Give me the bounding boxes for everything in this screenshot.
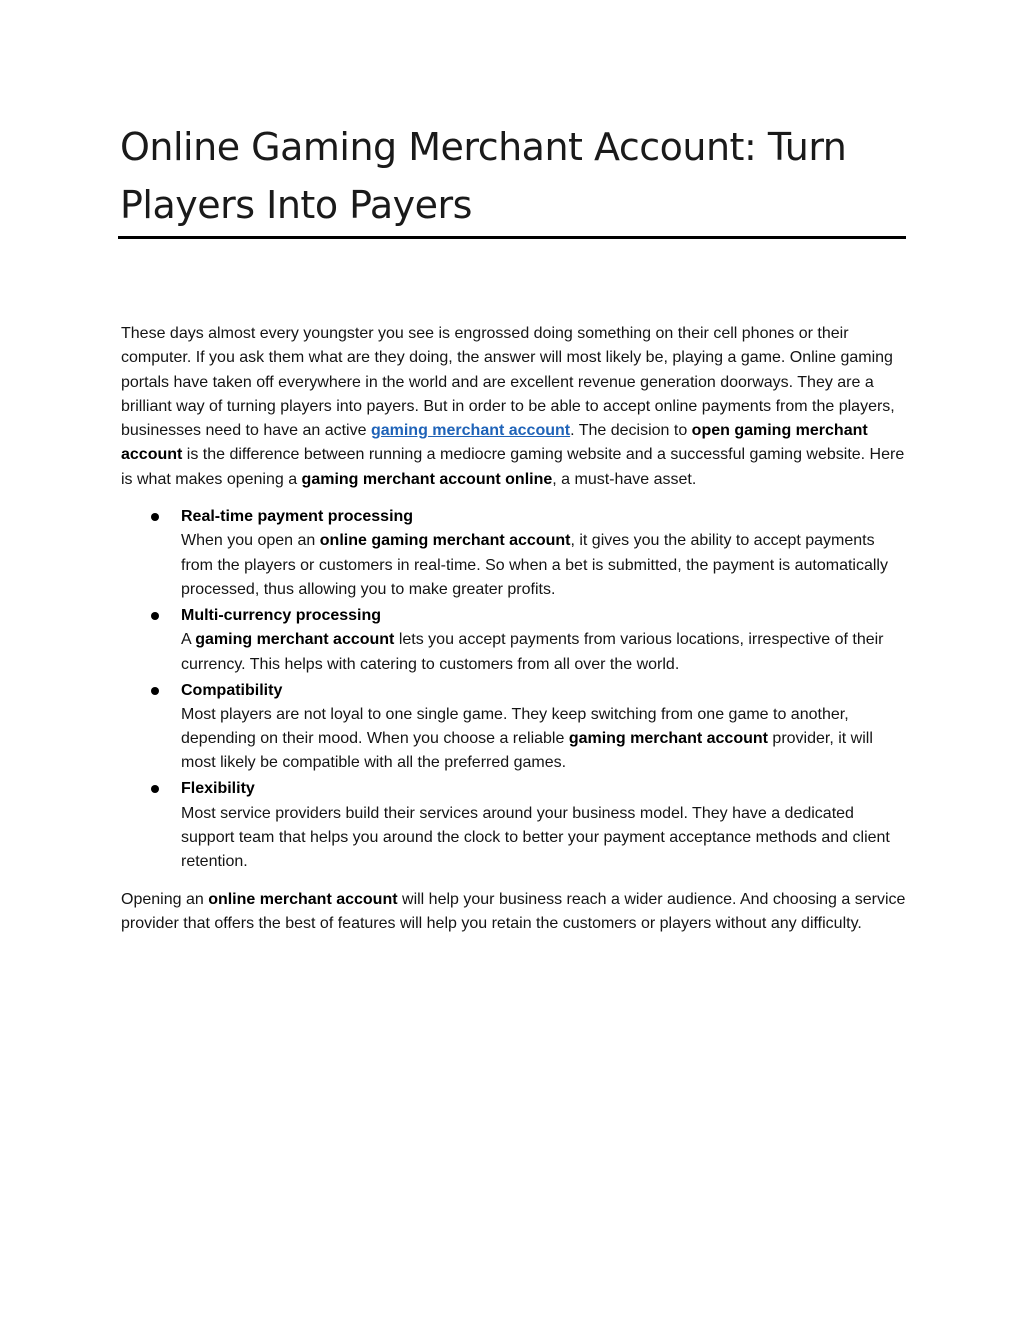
closing-text: will help your business reach a wider audience. And choosing a service provider that offers the best of features will help you retain the customers or players without any difficulty. [121,890,906,932]
feature-description [181,802,911,875]
title-divider [118,236,906,239]
list-item [121,505,911,602]
bullet-icon [151,513,159,521]
feature-bold-text: gaming merchant account [195,631,395,649]
feature-title: Real-time payment processing [181,508,414,526]
intro-text: is the difference between running a mediocre gaming website and a successful gaming website. Here is what makes opening a [121,446,905,488]
intro-text: . The decision to [570,422,692,440]
feature-description [181,628,911,677]
bullet-icon [151,687,159,695]
feature-title: Multi-currency processing [181,606,382,624]
feature-text: Most players are not loyal to one single game. They keep switching from one game to another, depending on their mood. When you choose a reliable [181,705,849,748]
feature-text: Most service providers build their services around your business model. They have a dedicated support team that helps you around the clock to better your payment acceptance methods and client retention. [181,804,890,871]
feature-text: When you open an [181,532,320,550]
feature-title: Compatibility [181,681,283,699]
feature-text: lets you accept payments from various locations, irrespective of their currency. This helps with catering to customers from all over the world. [181,631,884,673]
feature-text: provider, it will most likely be compatible with all the preferred games. [181,730,873,772]
gaming-merchant-account-link[interactable]: gaming merchant account [370,422,571,440]
feature-text: , it gives you the ability to accept payments from the players or customers in real-time. So when a bet is submitted, the payment is automatically processed, thus allowing you to make greater profits. [181,532,888,598]
feature-text: A [181,631,196,649]
intro-bold-text: open gaming merchant account [121,422,868,464]
closing-paragraph [121,888,911,937]
intro-bold-text: gaming merchant account online [301,470,553,488]
intro-paragraph [121,322,911,492]
closing-text: Opening an [121,890,209,908]
features-list [121,505,911,875]
closing-bold-text: online merchant account [208,890,398,908]
feature-bold-text: online gaming merchant account [319,532,571,550]
feature-bold-text: gaming merchant account [568,730,768,748]
article-body [121,322,911,936]
bullet-icon [151,785,159,793]
intro-text: These days almost every youngster you see is engrossed doing something on their cell phones or their computer. If you ask them what are they doing, the answer will most likely be, playing a game. Online gaming portals have taken off everywhere in the world and are excellent revenue generation doorways. They are a brilliant way of turning players into payers. But in order to be able to accept online payments from the players, businesses need to have an active [121,325,895,440]
page-title: Online Gaming Merchant Account: Turn Players Into Payers [120,125,847,227]
feature-title: Flexibility [181,780,255,798]
list-item [121,777,911,874]
list-item [121,604,911,677]
intro-text: , a must-have asset. [552,470,697,488]
list-item [121,679,911,776]
feature-description [181,703,911,776]
bullet-icon [151,612,159,620]
feature-description [181,529,911,602]
